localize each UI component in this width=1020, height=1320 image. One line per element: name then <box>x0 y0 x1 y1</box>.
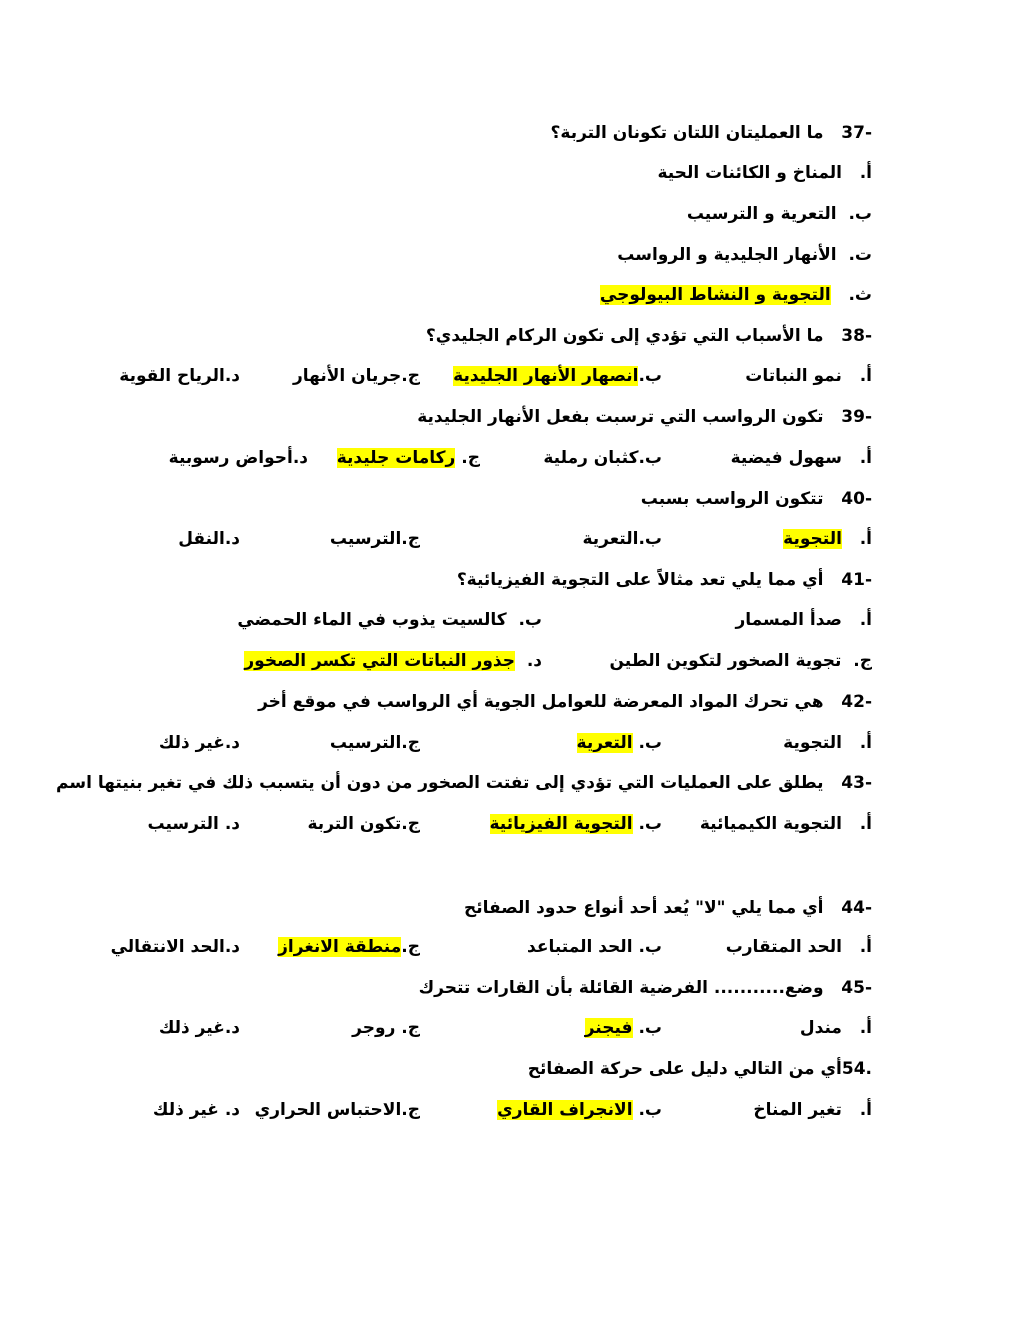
option-prefix: أ. <box>859 529 872 549</box>
option-text: الحد الانتقالي <box>110 937 225 957</box>
option-prefix: ج. <box>853 651 872 671</box>
option-text: نمو النباتات <box>745 366 842 386</box>
option-b <box>527 935 662 959</box>
option-prefix: ب. <box>638 529 662 549</box>
question-text: وضع........... الفرضية القائلة بأن القارات تتحرك <box>418 978 824 998</box>
correct-answer-highlight: جذور النباتات التي تكسر الصخور <box>244 651 515 671</box>
option-prefix: ج. <box>401 529 420 549</box>
option-d <box>159 731 240 755</box>
question-42 <box>258 690 872 714</box>
option-c <box>278 935 420 959</box>
correct-answer-highlight: الانجراف القاري <box>497 1100 633 1120</box>
option-text: كالسيت يذوب في الماء الحمضي <box>237 610 507 630</box>
option-text: التجوية الكيميائية <box>699 814 842 834</box>
option-prefix: ج. <box>401 733 420 753</box>
option-text: جريان الأنهار <box>292 366 402 386</box>
option-text: صدأ المسمار <box>735 610 842 630</box>
option-text: الأنهار الجليدية و الرواسب <box>617 245 837 265</box>
option-d <box>169 446 308 470</box>
option-prefix: ج. <box>401 366 420 386</box>
option-text: المناخ و الكائنات الحية <box>657 163 842 183</box>
option-prefix: أ. <box>859 814 872 834</box>
option-text: تجوية الصخور لتكوين الطين <box>609 651 842 671</box>
option-a <box>753 1098 872 1122</box>
question-text: يطلق على العمليات التي تؤدي إلى تفتت الصخور من دون أن يتسبب ذلك في تغير بنيتها اسم <box>56 773 824 793</box>
question-number: 43- <box>841 773 872 793</box>
option-b <box>237 608 542 632</box>
option-prefix: ب. <box>638 733 662 753</box>
option-text: كثبان رملية <box>543 448 639 468</box>
option-a <box>800 1016 872 1040</box>
option-text: روجر <box>352 1018 396 1038</box>
option-text: تكون التربة <box>307 814 402 834</box>
option-prefix: ب. <box>518 610 542 630</box>
option-prefix: أ. <box>859 610 872 630</box>
option-prefix: ب. <box>848 204 872 224</box>
option-text: الترسيب <box>329 733 402 753</box>
option-prefix: أ. <box>859 366 872 386</box>
option-d <box>159 1016 240 1040</box>
option-text: غير ذلك <box>158 1018 225 1038</box>
correct-answer-highlight: التجوية <box>783 529 842 549</box>
option-text: تغير المناخ <box>753 1100 842 1120</box>
option-prefix: ب. <box>638 814 662 834</box>
option-prefix: ج. <box>461 448 480 468</box>
option-b <box>453 364 662 388</box>
question-38 <box>426 324 872 348</box>
option-prefix: ب. <box>638 448 662 468</box>
correct-answer-highlight: ركامات جليدية <box>336 448 456 468</box>
option-row <box>657 161 872 185</box>
option-prefix: د. <box>224 366 240 386</box>
option-prefix: د. <box>292 448 308 468</box>
question-number: 37- <box>841 123 872 143</box>
question-41 <box>457 568 872 592</box>
option-text: النقل <box>178 529 225 549</box>
option-b <box>490 812 663 836</box>
question-number: 44- <box>841 898 872 918</box>
question-number: 54. <box>841 1059 872 1079</box>
option-c <box>337 446 480 470</box>
option-b <box>577 731 662 755</box>
question-number: 45- <box>841 978 872 998</box>
option-c <box>255 1098 420 1122</box>
option-b <box>543 446 662 470</box>
question-number: 39- <box>841 407 872 427</box>
question-text: أي مما يلي "لا" يُعد أحد أنواع حدود الصفائح <box>463 898 824 918</box>
option-row <box>687 202 872 226</box>
question-39 <box>417 405 872 429</box>
option-a <box>745 364 872 388</box>
option-prefix: ب. <box>638 1018 662 1038</box>
option-c <box>330 731 420 755</box>
option-prefix: د. <box>224 1100 240 1120</box>
option-prefix: ج. <box>401 937 420 957</box>
question-number: 38- <box>841 326 872 346</box>
option-prefix: أ. <box>859 733 872 753</box>
option-prefix: د. <box>224 733 240 753</box>
correct-answer-highlight: منطقة الانغراز <box>278 937 402 957</box>
option-d <box>148 812 241 836</box>
option-a <box>783 527 872 551</box>
option-prefix: ج. <box>401 814 420 834</box>
question-43 <box>56 771 872 795</box>
option-a <box>726 935 872 959</box>
option-a <box>735 608 872 632</box>
option-text: الحد المتقارب <box>725 937 842 957</box>
question-text: ما الأسباب التي تؤدي إلى تكون الركام الجليدي؟ <box>425 326 824 346</box>
option-c <box>330 527 420 551</box>
question-45 <box>419 976 872 1000</box>
option-text: الترسيب <box>147 814 219 834</box>
option-text: غير ذلك <box>152 1100 219 1120</box>
option-prefix: أ. <box>859 448 872 468</box>
question-number: 41- <box>841 570 872 590</box>
option-prefix: ت. <box>848 245 872 265</box>
option-text: الترسيب <box>329 529 402 549</box>
option-b <box>582 527 662 551</box>
option-d <box>244 649 542 673</box>
option-text: مندل <box>799 1018 842 1038</box>
option-row <box>600 283 872 307</box>
option-prefix: أ. <box>859 1018 872 1038</box>
option-a <box>700 812 872 836</box>
option-prefix: د. <box>224 814 240 834</box>
option-c <box>293 364 420 388</box>
option-a <box>731 446 872 470</box>
question-54 <box>528 1057 872 1081</box>
option-a <box>783 731 872 755</box>
option-prefix: ث. <box>848 285 872 305</box>
option-c <box>352 1016 420 1040</box>
option-prefix: أ. <box>859 1100 872 1120</box>
correct-answer-highlight: فيجنر <box>584 1018 633 1038</box>
option-prefix: ج. <box>401 1018 420 1038</box>
option-c <box>609 649 872 673</box>
option-text: الحد المتباعد <box>527 937 633 957</box>
option-prefix: ب. <box>638 1100 662 1120</box>
correct-answer-highlight: التعرية <box>576 733 633 753</box>
option-text: غير ذلك <box>158 733 225 753</box>
question-text: ما العمليتان اللتان تكونان التربة؟ <box>550 123 824 143</box>
question-text: أي مما يلي تعد مثالاً على التجوية الفيزيائية؟ <box>456 570 824 590</box>
option-text: أحواض رسوبية <box>168 448 293 468</box>
option-text: التعرية <box>582 529 639 549</box>
option-b <box>585 1016 662 1040</box>
option-prefix: د. <box>224 937 240 957</box>
question-37 <box>551 121 872 145</box>
option-prefix: ب. <box>638 366 662 386</box>
option-d <box>178 527 240 551</box>
option-b <box>497 1098 662 1122</box>
option-d <box>119 364 240 388</box>
question-text: تتكون الرواسب بسبب <box>640 489 824 509</box>
correct-answer-highlight: التجوية و النشاط البيولوجي <box>599 285 831 305</box>
option-text: التجوية <box>783 733 842 753</box>
option-text: سهول فيضية <box>730 448 842 468</box>
option-prefix: أ. <box>859 937 872 957</box>
option-text: الاحتباس الحراري <box>254 1100 402 1120</box>
question-40 <box>641 487 872 511</box>
option-text: الرياح القوية <box>119 366 225 386</box>
question-text: أي من التالي دليل على حركة الصفائح <box>527 1059 842 1079</box>
option-text: التعرية و الترسيب <box>686 204 837 224</box>
option-prefix: د. <box>224 529 240 549</box>
question-number: 40- <box>841 489 872 509</box>
option-prefix: ج. <box>401 1100 420 1120</box>
correct-answer-highlight: انصهار الأنهار الجليدية <box>453 366 639 386</box>
option-prefix: د. <box>224 1018 240 1038</box>
question-text: تكون الرواسب التي ترسبت بفعل الأنهار الجليدية <box>417 407 824 427</box>
option-prefix: أ. <box>859 163 872 183</box>
option-prefix: د. <box>526 651 542 671</box>
option-d <box>111 935 240 959</box>
question-44 <box>464 896 872 920</box>
question-text: هي تحرك المواد المعرضة للعوامل الجوية أي الرواسب في موقع أخر <box>258 692 824 712</box>
question-number: 42- <box>841 692 872 712</box>
option-c <box>308 812 421 836</box>
option-prefix: ب. <box>638 937 662 957</box>
option-row <box>617 243 872 267</box>
correct-answer-highlight: التجوية الفيزيائية <box>489 814 633 834</box>
option-d <box>153 1098 240 1122</box>
